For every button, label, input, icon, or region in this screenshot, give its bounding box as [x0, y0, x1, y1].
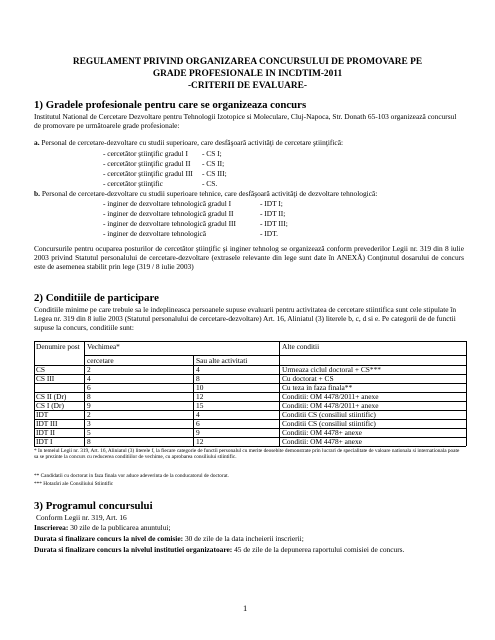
table-cell-post: CS: [36, 365, 46, 374]
section-1-closing: Concursurile pentru ocuparea posturilor de cercetător ştiinţific şi inginer tehnolog se organizează conform prevederilor Legii nr. 319 din 8 iulie 2003 privind Statutul personalului de cercetare-dezvoltare (extrasele relevante din lege sunt date în ANEXĂ) Conţinutul dosarului de concurs este de asemenea stabilit prin lege (319 / 8 iulie 2003): [34, 244, 464, 271]
section-3-durata-comisie: [34, 535, 464, 544]
document-title-line-3: -CRITERII DE EVALUARE-: [187, 81, 308, 91]
b-item-1-code: - IDT I;: [260, 199, 283, 208]
table-cell-conditii: Conditii: OM 4478+ anexe: [282, 428, 362, 437]
table-cell-post: IDT I: [36, 437, 53, 446]
table-cell-post: IDT III: [36, 419, 58, 428]
table-cell-post: CS III: [36, 374, 55, 383]
table-cell-cercetare: 3: [87, 419, 91, 428]
table-header-denumire: Denumire post: [36, 342, 80, 351]
table-subheader-cercetare: cercetare: [87, 356, 114, 365]
table-cell-alte-activitati: 12: [196, 437, 204, 446]
section-1-b-text: Personal de cercetare-dezvoltare cu studii superioare tehnice, care desfăşoară activităţi de dezvoltare tehnologică:: [41, 189, 378, 198]
a-item-2-name: - cercetător ştiinţific gradul II: [103, 159, 191, 168]
document-title-line-1: REGULAMENT PRIVIND ORGANIZAREA CONCURSULUI DE PROMOVARE PE: [72, 57, 423, 67]
section-3-law-ref: Conform Legii nr. 319, Art. 16: [36, 513, 127, 522]
section-2-intro: Conditiile minime pe care trebuie sa le indeplineasca persoanele supuse evaluarii pentru activitatea de cercetare stiintifica sunt cele stipulate în Legea nr. 319 din 8 iulie 2003 (Statutul personalului de cercetare-dezvoltare) Art. 16, Aliniatul (3) literele b, c, d si e. Pe categorii de de functii supuse la concurs, conditiile sunt:: [34, 305, 457, 332]
table-cell-post: IDT: [36, 410, 49, 419]
b-item-2-code: - IDT II;: [260, 209, 286, 218]
section-3-heading: 3) Programul concursului: [34, 500, 153, 512]
section-1-a-text: Personal de cercetare-dezvoltare cu studii superioare, care desfăşoară activităţi de cercetare ştiinţifică:: [41, 138, 344, 147]
table-cell-cercetare: 2: [87, 410, 91, 419]
table-subheader-alte-activitati: Sau alte activitati: [196, 356, 248, 365]
table-cell-conditii: Cu doctorat + CS: [282, 374, 334, 383]
table-cell-cercetare: 2: [87, 365, 91, 374]
table-cell-alte-activitati: 4: [196, 365, 200, 374]
table-cell-conditii: Urmeaza ciclul doctoral + CS***: [282, 365, 381, 374]
section-1-b: [34, 190, 464, 199]
table-cell-conditii: Conditii: OM 4478/2011+ anexe: [282, 401, 379, 410]
table-cell-alte-activitati: 9: [196, 428, 200, 437]
a-item-1-name: - cercetător ştiinţific gradul I: [103, 149, 188, 158]
section-3-durata-institutie: [34, 546, 464, 555]
page-number: 1: [243, 603, 248, 613]
table-header-alte-conditii: Alte conditii: [282, 342, 320, 351]
b-item-2-name: - inginer de dezvoltare tehnologică gradul II: [103, 209, 234, 218]
section-1-a: [34, 139, 464, 148]
durata-comisie-text: 30 de zile de la data incheierii inscrierii;: [183, 534, 304, 543]
table-cell-cercetare: 8: [87, 392, 91, 401]
b-item-1-name: - inginer de dezvoltare tehnologică gradul I: [103, 199, 232, 208]
a-item-4-name: - cercetător ştiinţific: [103, 179, 163, 188]
section-2-heading: 2) Conditiile de participare: [34, 292, 159, 304]
document-title-line-2: GRADE PROFESIONALE IN INCDTIM-2011: [152, 69, 343, 79]
section-1-b-letter: b.: [34, 189, 40, 198]
b-item-4-name: - inginer de dezvoltare tehnologică: [103, 229, 207, 238]
a-item-4-code: - CS.: [202, 179, 218, 188]
footnote-1: * In temeiul Legii nr. 319, Art. 16, Aliniatul (3) literele f, la fiecare categorie de functii personalul cu merite deosebite demonstrate prin lucrari de specialitate de valoare nationala si internationala poate sa se prezinte la concurs cu reducerea conditiilor de vechime, cu aprobarea consiliului stiintific.: [34, 448, 460, 461]
section-1-intro: Institutul National de Cercetare Dezvoltare pentru Tehnologii Izotopice si Moleculare, Cluj-Napoca, Str. Donath 65-103 organizează concursul de promovare pe următoarele grade profesionale:: [34, 112, 457, 130]
durata-institutie-text: 45 de zile de la depunerea raportului comisiei de concurs.: [232, 545, 405, 554]
inscrierea-label: Inscrierea:: [34, 523, 69, 532]
table-cell-cercetare: 5: [87, 428, 91, 437]
table-cell-alte-activitati: 4: [196, 410, 200, 419]
table-cell-post: IDT II: [36, 428, 55, 437]
table-cell-conditii: Conditii CS (consiliul stiintific): [282, 419, 376, 428]
section-1-heading: 1) Gradele profesionale pentru care se organizeaza concurs: [34, 99, 307, 111]
durata-comisie-label: Durata si finalizare concurs la nivel de comisie:: [34, 534, 184, 543]
a-item-1-code: - CS I;: [202, 149, 222, 158]
table-cell-conditii: Conditii: OM 4478+ anexe: [282, 437, 362, 446]
table-cell-alte-activitati: 6: [196, 419, 200, 428]
durata-institutie-label: Durata si finalizare concurs la nivelul institutiei organizatoare:: [34, 545, 233, 554]
section-3-inscrierea: [34, 524, 464, 533]
table-cell-cercetare: 9: [87, 401, 91, 410]
a-item-3-name: - cercetător ştiinţific gradul III: [103, 169, 193, 178]
b-item-4-code: - IDT.: [260, 229, 278, 238]
table-cell-cercetare: 4: [87, 374, 91, 383]
table-cell-alte-activitati: 10: [196, 383, 204, 392]
table-cell-post: CS I (Dr): [36, 401, 64, 410]
table-cell-cercetare: 8: [87, 437, 91, 446]
table-cell-conditii: Conditii CS (consiliul stiintific): [282, 410, 376, 419]
a-item-2-code: - CS II;: [202, 159, 225, 168]
b-item-3-name: - inginer de dezvoltare tehnologică gradul III: [103, 219, 236, 228]
table-cell-conditii: Cu teza in faza finala**: [282, 383, 353, 392]
table-header-vechimea: Vechimea*: [87, 342, 120, 351]
section-1-a-letter: a.: [34, 138, 40, 147]
inscrierea-text: 30 zile de la publicarea anuntului;: [68, 523, 171, 532]
table-cell-post: CS II (Dr): [36, 392, 67, 401]
table-cell-cercetare: 6: [87, 383, 91, 392]
table-cell-alte-activitati: 8: [196, 374, 200, 383]
b-item-3-code: - IDT III;: [260, 219, 288, 228]
a-item-3-code: - CS III;: [202, 169, 227, 178]
table-cell-alte-activitati: 15: [196, 401, 204, 410]
footnote-2: ** Candidatii cu doctorat in faza finala vor aduce adeverinta de la conducatorul de doctorat.: [34, 473, 229, 479]
table-cell-conditii: Conditii: OM 4478/2011+ anexe: [282, 392, 379, 401]
table-cell-alte-activitati: 12: [196, 392, 204, 401]
footnote-3: *** Hotarâri ale Consiliului Stiintific: [34, 481, 114, 487]
